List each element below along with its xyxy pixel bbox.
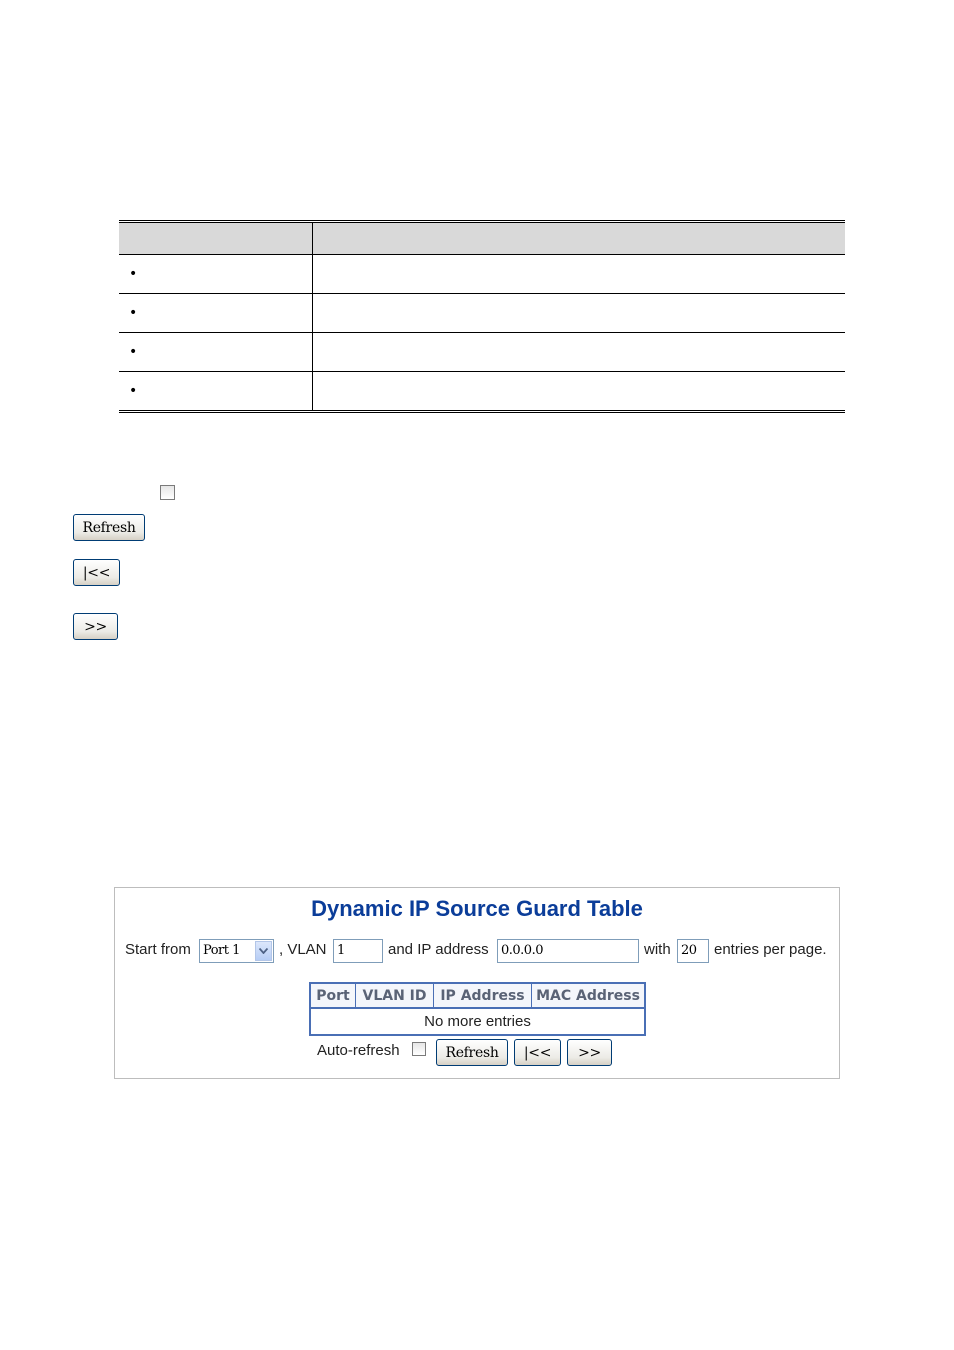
dynamic-ip-source-guard-panel bbox=[114, 887, 840, 1079]
column-port: Port bbox=[311, 984, 356, 1007]
bullet: • bbox=[129, 383, 138, 399]
auto-refresh-checkbox-sample[interactable] bbox=[160, 485, 175, 500]
source-guard-table bbox=[309, 982, 646, 1036]
next-page-button-sample[interactable]: >> bbox=[73, 613, 118, 640]
bullet: • bbox=[129, 266, 138, 282]
refresh-button[interactable]: Refresh bbox=[436, 1039, 508, 1066]
parameter-row bbox=[119, 255, 845, 294]
first-page-button-sample[interactable]: |<< bbox=[73, 559, 120, 586]
auto-refresh-label: Auto-refresh bbox=[317, 1042, 400, 1059]
chevron-down-icon[interactable] bbox=[255, 941, 272, 961]
column-vlan-id: VLAN ID bbox=[356, 984, 434, 1007]
parameter-row bbox=[119, 294, 845, 333]
start-from-label: Start from bbox=[125, 941, 191, 958]
parameter-table bbox=[119, 220, 845, 413]
panel-title: Dynamic IP Source Guard Table bbox=[311, 896, 643, 921]
entries-per-page-label: entries per page. bbox=[714, 941, 827, 958]
vlan-input[interactable]: 1 bbox=[333, 939, 383, 963]
first-page-button[interactable]: |<< bbox=[514, 1039, 561, 1066]
entries-per-page-input[interactable]: 20 bbox=[677, 939, 709, 963]
parameter-table-header bbox=[119, 223, 845, 255]
port-select-value: Port 1 bbox=[203, 943, 240, 958]
bullet: • bbox=[129, 305, 138, 321]
column-ip-address: IP Address bbox=[434, 984, 532, 1007]
ip-address-input[interactable]: 0.0.0.0 bbox=[497, 939, 639, 963]
bullet: • bbox=[129, 344, 138, 360]
column-mac-address: MAC Address bbox=[532, 984, 644, 1007]
vlan-label: , VLAN bbox=[279, 941, 327, 958]
parameter-row bbox=[119, 372, 845, 410]
port-select[interactable] bbox=[199, 939, 274, 963]
table-empty-message: No more entries bbox=[424, 1013, 531, 1030]
refresh-button-sample[interactable]: Refresh bbox=[73, 514, 145, 541]
table-header bbox=[311, 984, 644, 1009]
parameter-row bbox=[119, 333, 845, 372]
with-label: with bbox=[644, 941, 671, 958]
ip-address-label: and IP address bbox=[388, 941, 489, 958]
next-page-button[interactable]: >> bbox=[567, 1039, 612, 1066]
auto-refresh-checkbox[interactable] bbox=[412, 1042, 426, 1056]
